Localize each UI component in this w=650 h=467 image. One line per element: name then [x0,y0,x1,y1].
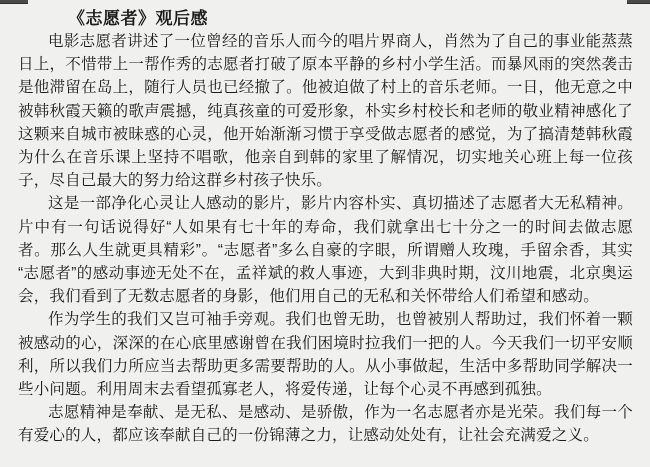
paragraph-2: 这是一部净化心灵让人感动的影片，影片内容朴实、真切描述了志愿者大无私精神。片中有一句话说得好“人如果有七十年的寿命，我们就拿出七十分之一的时间去做志愿者。那么人生就更具精彩”。“志愿者”多么自豪的字眼，所谓赠人玫瑰，手留余香，其实 “志愿者”的感动事迹无处不在，孟祥斌的救人事迹，大到非典时期，汶川地震，北京奥运会，我们看到了无数志愿者的身影，他们用自己的无私和关怀带给人们希望和感动。 [18,195,633,306]
paragraph-3: 作为学生的我们又岂可袖手旁观。我们也曾无助，也曾被别人帮助过，我们怀着一颗被感动的心，深深的在心底里感谢曾在我们困境时拉我们一把的人。今天我们一切平安顺利，所以我们力所应当去帮助更多需要帮助的人。从小事做起，生活中多帮助同学解决一些小问题。利用周末去看望孤寡老人，将爱传递，让每个心灵不再感到孤独。 [18,311,633,399]
cropped-ui-fragment-left [0,0,28,4]
paragraph-4: 志愿精神是奉献、是无私、是感动、是骄傲，作为一名志愿者亦是光荣。我们每一个有爱心的人，都应该奉献自己的一份锦薄之力，让感动处处有，让社会充满爱之义。 [18,404,633,445]
paragraph-1: 电影志愿者讲述了一位曾经的音乐人而今的唱片界商人，肖然为了自己的事业能蒸蒸日上，不惜带上一帮作秀的志愿者打破了原本平静的乡村小学生活。而暴风雨的突然袭击是他滞留在岛上，随行人员也已经撤了。他被迫做了村上的音乐老师。一日，他无意之中被韩秋霞天籁的歌声震撼，纯真孩童的可爱形象，朴实乡村校长和老师的敬业精神感化了这颗来自城市被昧惑的心灵，他开始渐渐习惯于享受做志愿者的感觉，为了搞清楚韩秋霞为什么在音乐课上坚持不唱歌，他亲自到韩的家里了解情况，切实地关心班上每一位孩子，尽自己最大的努力给这群乡村孩子快乐。 [18,33,633,190]
cropped-ui-fragment-right [627,0,650,4]
document-title: 《志愿者》观后感 [68,9,208,28]
